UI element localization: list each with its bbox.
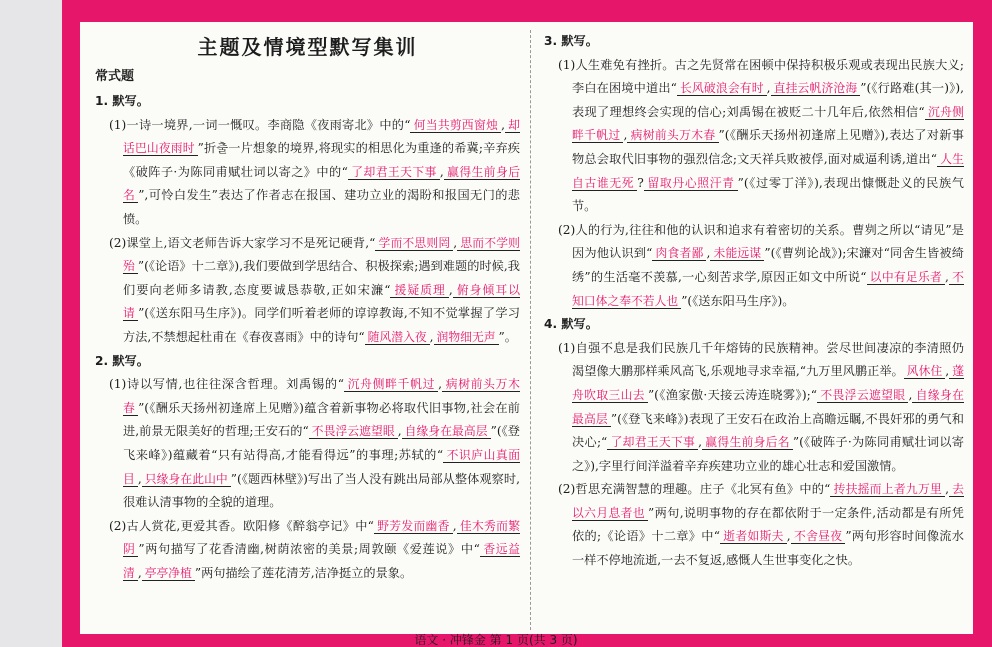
answer: 沉舟侧畔千帆过 [572,104,964,143]
answer: 了却君王天下事 [607,435,698,450]
text: , [397,424,402,439]
text: ”(《渔家傲·天接云涛连晓雾》);“ [647,387,817,402]
text: ”(《曹刿论战》);宋濂对“同舍生皆被绮绣”的生活毫不羡慕,一心刻苦求学,原因正如文中所说“ [572,246,964,284]
text: , [452,518,457,533]
question-4-part-2 [544,478,964,572]
question-4-label: 4. 默写。 [544,317,598,332]
text: ”。 [498,329,517,344]
answer: 俯身倾耳以请 [123,282,520,321]
text: , [438,377,442,392]
text: , [448,282,453,297]
text: ”,可怜白发生”表达了作者志在报国、建功立业的渴盼和报国无门的悲愤。 [123,188,520,226]
text: ”(《登飞来峰》)蕴藏着“只有站得高,才能看得远”的事理;苏轼的“ [123,424,520,462]
text: , [908,387,913,402]
text: , [945,269,949,284]
text: , [706,246,711,261]
answer: 香远益清 [123,542,520,580]
text: , [453,235,458,250]
text: , [766,81,771,96]
text: ”(《送东阳马生序》)。同学们听着老师的谆谆教诲,不知不觉掌握了学习方法,不禁想起杜甫在《春夜喜雨》中的诗句“ [123,306,520,344]
answer: 不畏浮云遮望眼 [817,388,908,403]
page-footer: 语文 · 冲锋金 第 1 页(共 3 页) [414,633,578,647]
text: , [137,471,142,486]
text: , [137,565,142,580]
answer: 不舍昼夜 [791,529,846,544]
text: , [945,482,949,497]
answer: 佳木秀而繁阴 [123,518,520,557]
text: ”(《送东阳马生序》)。 [681,293,795,308]
question-3-part-1 [544,54,964,219]
answer: 野芳发而幽香 [374,519,453,534]
answer: 自缘身在最高层 [402,424,491,439]
answer: 赢得生前身后名 [123,164,520,203]
answer: 肉食者鄙 [652,246,706,261]
text: , [945,364,950,379]
text: ”(《破阵子·为陈同甫赋壮词以寄之》),字里行间洋溢着辛弃疾建功立业的雄心壮志和爱国激情。 [572,435,964,473]
answer: 自缘身在最高层 [572,387,964,426]
section-heading: 常式题 [95,69,135,84]
answer: 留取丹心照汗青 [644,176,738,191]
text: ”(《酬乐天扬州初逢席上见赠》),表达了对新事物总会取代旧事物的强烈信念;文天祥兵败被俘,面对威逼利诱,道出“ [572,128,964,166]
text: ”(《酬乐天扬州初逢席上见赠》)蕴含着新事物必将取代旧事物,社会在前进,前景无限美好的哲理;王安石的“ [123,400,520,439]
left-column [95,30,520,585]
text: , [439,164,444,179]
text: (2)课堂上,语文老师告诉大家学习不是死记硬背,“ [109,235,376,250]
answer: 风休住 [904,364,946,379]
text: ”(《行路难(其一)》),表现了理想终会实现的信心;刘禹锡在被贬二十几年后,依然相信“ [572,81,964,119]
answer: 病树前头万木春 [627,128,718,143]
text: (1)人生难免有挫折。古之先贤常在困顿中保持积极乐观或表现出民族大义;李白在困境中道出“ [558,57,964,96]
text: (2)人的行为,往往和他的认识和追求有着密切的关系。曹刿之所以“请见”是因为他认识到“ [558,222,964,261]
answer: 人生自古谁无死 [572,151,964,190]
text: ? [637,175,644,190]
answer: 学而不思则罔 [375,236,453,251]
answer: 思而不学则殆 [123,235,520,274]
page-title: 主题及情境型默写集训 [197,35,418,59]
text: ”(《题西林壁》)写出了当人没有跳出局部从整体观察时,很难认清事物的全貌的道理。 [123,471,520,510]
text: ”折출一片想象的境界,将现实的相思化为重逢的希冀;辛弃疾《破阵子·为陈同甫赋壮词以寄之》中的“ [123,141,520,179]
text: , [429,329,434,344]
answer: 不知口体之奉不若人也 [572,269,964,308]
answer: 却话巴山夜雨时 [123,117,520,156]
question-1-part-2 [95,232,520,350]
column-divider [530,30,531,630]
text: ”两句描写了花香清幽,树荫浓密的美景;周敦颐《爱莲说》中“ [138,542,480,557]
answer: 抟扶摇而上者九万里 [830,482,945,497]
answer: 只缘身在此山中 [142,472,231,487]
text: , [501,117,505,132]
question-2-label: 2. 默写。 [95,353,149,368]
answer: 赢得生前身后名 [702,435,793,450]
question-1-part-1 [95,114,520,232]
answer: 随风潜入夜 [365,330,430,345]
answer: 蓬舟吹取三山去 [572,364,964,402]
answer: 病树前头万木春 [123,377,520,415]
question-4-part-1 [544,337,964,479]
answer: 润物细无声 [434,330,499,345]
answer: 以中有足乐者 [867,270,946,285]
text: (1)诗以写情,也往往深含哲理。刘禹锡的“ [109,377,344,392]
question-1-label: 1. 默写。 [95,94,149,108]
text: , [623,128,628,143]
text: ”两句描绘了莲花清芳,洁净挺立的景象。 [194,565,413,580]
answer: 直挂云帆济沧海 [771,81,861,96]
text: , [698,435,702,450]
question-3-part-2 [544,219,964,313]
text: (2)古人赏花,更爱其香。欧阳修《醉翁亭记》中“ [109,518,374,533]
answer: 不畏浮云遮望眼 [309,424,398,439]
question-2-part-2 [95,515,520,586]
question-3-label: 3. 默写。 [544,34,598,48]
text: ”(《论语》十二章》),我们要做到学思结合、积极探索;遇到难题的时候,我们要向老师多请教,态度要诚恳恭敬,正如宋濂“ [123,259,520,297]
answer: 援疑质理 [390,283,448,298]
text: (1)自强不息是我们民族几千年熔铸的民族精神。尝尽世间凄凉的李清照仍渴望像大鹏那样乘风高飞,乐观地寻求幸福,“九万里风鹏正举。 [558,340,964,379]
question-2-part-1 [95,373,520,515]
text: ”两句,说明事物的存在都依附于一定条件,活动都是有所凭依的;《论语》十二章》中“ [572,505,964,544]
answer: 沉舟侧畔千帆过 [344,377,438,392]
answer: 了却君王天下事 [348,165,440,180]
page-gutter [0,0,26,647]
text: ”(《登飞来峰》)表现了王安石在政治上高瞻远瞩,不畏奸邪的勇气和决心;“ [572,411,964,450]
answer: 逝者如斯夫 [720,529,787,544]
answer: 不识庐山真面目 [123,447,520,486]
answer: 亭亭净植 [142,566,195,581]
text: ”两句形容时间像流水一样不停地流逝,一去不复返,感慨人生世事变化之快。 [572,529,964,568]
answer: 长风破浪会有时 [677,81,767,96]
right-column [544,30,964,573]
answer: 未能远谋 [710,246,764,261]
text: ”(《过零丁洋》),表现出慷慨赴义的民族气节。 [572,175,964,214]
answer: 何当共剪西窗烛 [410,118,501,133]
text: , [786,529,791,544]
answer: 去以六月息者也 [572,482,964,520]
text: (2)哲思充满智慧的理趣。庄子《北冥有鱼》中的“ [558,482,831,497]
text: (1)一诗一境界,一词一慨叹。李商隐《夜雨寄北》中的“ [109,117,411,132]
